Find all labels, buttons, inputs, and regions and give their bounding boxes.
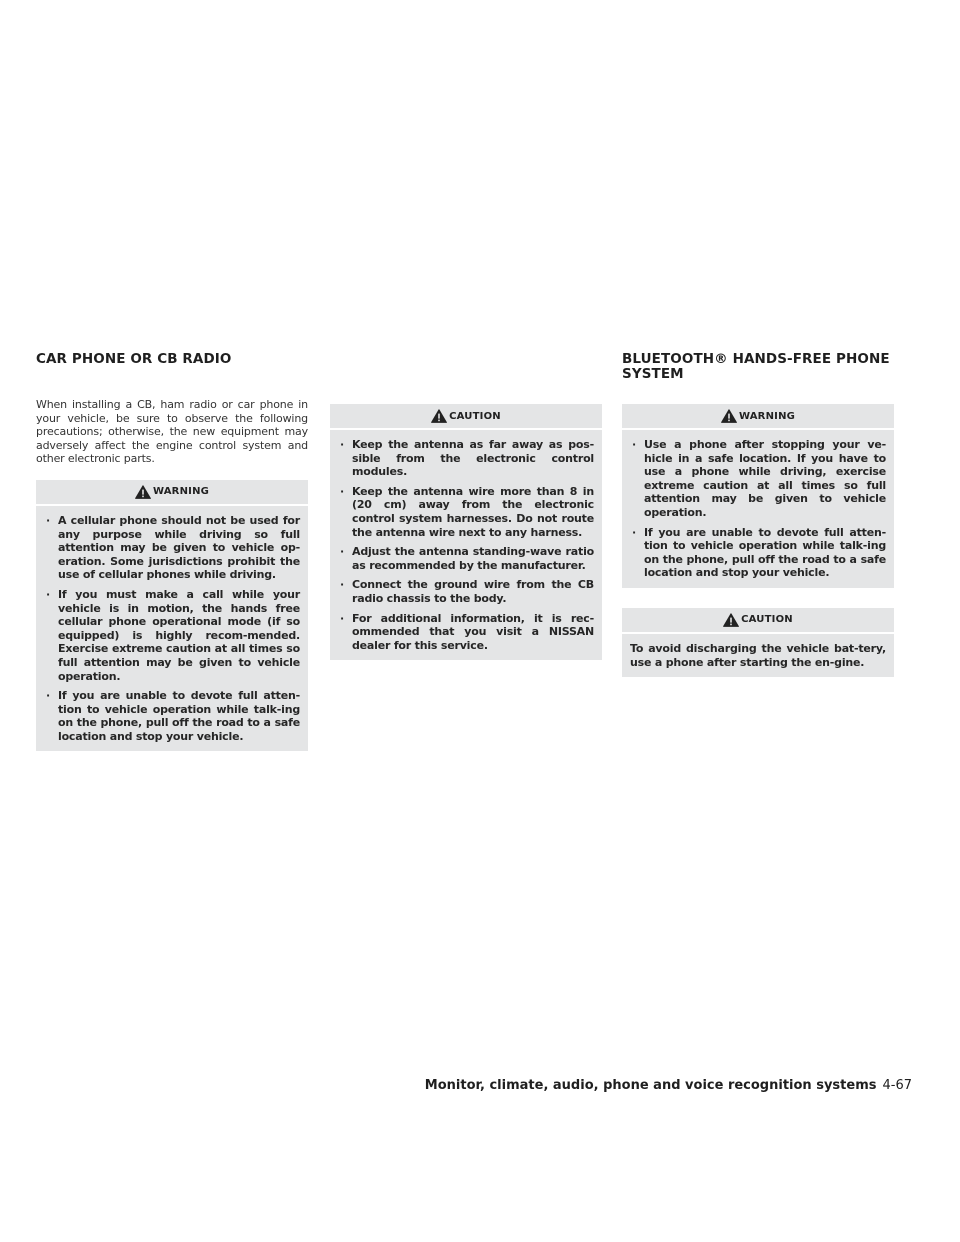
caution-box-battery [622,608,894,677]
list-item: · For additional information, it is rec-ommended that you visit a NISSAN dealer for this service. [338,612,594,653]
column-right [622,352,894,691]
warning-triangle-icon [723,613,739,627]
warning-box-car-phone [36,480,308,752]
section-title-car-phone: CAR PHONE OR CB RADIO [36,351,232,367]
section-title-line2: SYSTEM [622,366,684,382]
warning-triangle-icon [431,409,447,423]
list-item: · Adjust the antenna standing-wave ratio as recommended by the manufacturer. [338,545,594,572]
section-title-line1: BLUETOOTH® HANDS-FREE PHONE [622,351,890,367]
warning-list [630,438,886,580]
list-item: · Keep the antenna wire more than 8 in (20 cm) away from the electronic control system harnesses. Do not route the antenna wire next to any harness. [338,485,594,539]
list-item: · If you are unable to devote full atten-tion to vehicle operation while talk-ing on the phone, pull off the road to a safe location and stop your vehicle. [44,689,300,743]
warning-label: WARNING [738,410,796,422]
warning-header [622,404,894,430]
warning-box-bluetooth [622,404,894,588]
caution-box-antenna [330,404,602,660]
warning-list [44,514,300,744]
list-item: · A cellular phone should not be used for any purpose while driving so full attention may be given to vehicle op-eration. Some jurisdictions prohibit the use of cellular phones while driving. [44,514,300,582]
warning-header [36,480,308,506]
page-footer [425,1078,912,1093]
list-item: · If you are unable to devote full atten-tion to vehicle operation while talk-ing on the phone, pull off the road to a safe location and stop your vehicle. [630,526,886,580]
intro-paragraph: When installing a CB, ham radio or car phone in your vehicle, be sure to observe the following precautions; otherwise, the new equipment may adversely affect the engine control system and other electronic parts. [36,398,308,466]
caution-label: CAUTION [741,614,793,626]
caution-header [622,608,894,634]
page-number: 4-67 [882,1078,912,1093]
caution-label: CAUTION [449,410,501,422]
caution-header [330,404,602,430]
column-middle [330,352,602,674]
list-item: · Use a phone after stopping your ve-hicle in a safe location. If you have to use a phone while driving, exercise extreme caution at all times so full attention may be given to vehicle operation. [630,438,886,520]
list-item: · If you must make a call while your vehicle is in motion, the hands free cellular phone operational mode (if so equipped) is highly recom-mended. Exercise extreme caution at all times so full attention may be given to vehicle operation. [44,588,300,683]
column-left [36,352,308,765]
list-item: · Keep the antenna as far away as pos-sible from the electronic control modules. [338,438,594,479]
footer-chapter-title: Monitor, climate, audio, phone and voice recognition systems [424,1078,877,1093]
warning-triangle-icon [135,485,151,499]
warning-triangle-icon [721,409,737,423]
section-title-bluetooth [622,352,894,404]
caution-list [338,438,594,652]
list-item: · Connect the ground wire from the CB radio chassis to the body. [338,578,594,605]
warning-label: WARNING [152,486,210,498]
caution-text: To avoid discharging the vehicle bat-tery, use a phone after starting the en-gine. [630,641,886,669]
